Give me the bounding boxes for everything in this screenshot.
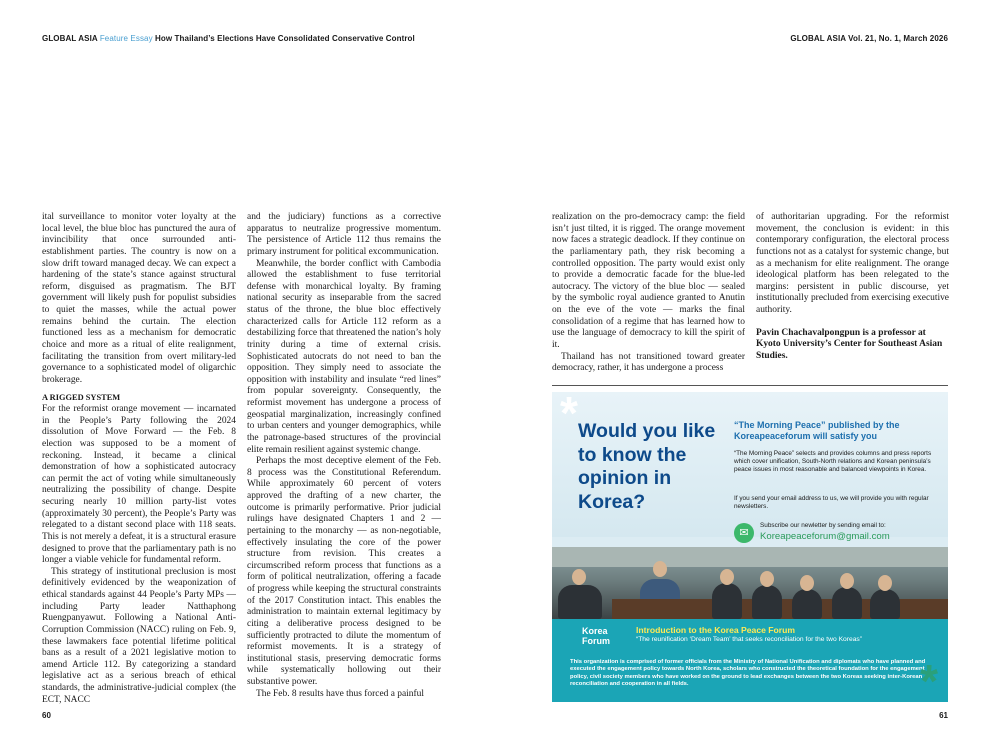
photo-head (720, 569, 734, 585)
text-column-2 (247, 212, 441, 700)
page-number-right: 61 (939, 711, 948, 720)
header-article-title: How Thailand’s Elections Have Consolidated Conservative Control (155, 34, 415, 43)
text-column-3 (552, 212, 745, 375)
text-column-1 (42, 212, 236, 706)
photo-person (792, 589, 822, 619)
paragraph: The Feb. 8 results have thus forced a painful (256, 688, 424, 699)
paragraph: Thailand has not transitioned toward greater democracy, rather, it has undergone a process (552, 351, 745, 374)
forum-intro-panel (552, 619, 948, 702)
photo-head (653, 561, 667, 577)
paragraph: For the reformist orange movement — incarnated in the People’s Party following the 2024 dissolution of Move Forward — the Feb. 8 election was supposed to be a moment of reckoning. Instead, it became a clinical demonstration of how a sophisticated autocracy can permit the act of voting while simultaneously neutralizing the possibility of change. Despite securing nearly 10 million party-list votes (approximately 30 percent), the People’s Party was relegated to a distant second place with 118 seats. This is not merely a defeat, it is a structural erasure designed to prove that the parliamentary path is no longer a viable vehicle for fundamental reform. (42, 404, 236, 566)
asterisk-icon: * (560, 392, 578, 439)
photo-head (760, 571, 774, 587)
photo-person (558, 585, 602, 619)
forum-subtitle: “The reunification ‘Dream Team’ that seeks reconciliation for the two Koreas” (636, 636, 862, 643)
mail-icon: ✉ (734, 523, 754, 543)
ad-top-panel (552, 392, 948, 537)
ad-body-text: “The Morning Peace” selects and provides columns and press reports which cover unification, South-North relations and Korean peninsula’s peace issues in most reasonable and balanced viewpoints in Korea. (734, 450, 932, 473)
forum-photo (552, 547, 948, 619)
advertisement[interactable] (552, 392, 948, 702)
photo-head (840, 573, 854, 589)
paragraph: realization on the pro-democracy camp: the field isn’t just tilted, it is rigged. The orange movement now faces a strategic deadlock. If they continue on the parliamentary path, they risk becoming a controlled opposition. The party would exist only to provide a democratic facade for the blue-led autocracy. The victory of the blue bloc — sealed by the symbolic royal audience granted to Anutin on the eve of the vote — marks the final consolidation of a regime that has learned how to use the language of democracy to kill the spirit of it. (552, 212, 745, 350)
photo-person (712, 583, 742, 619)
subscribe-email-link[interactable]: Koreapeaceforum@gmail.com (760, 531, 890, 542)
photo-head (878, 575, 892, 591)
paragraph: Meanwhile, the border conflict with Cambodia allowed the establishment to fuse territorial defense with monarchical loyalty. By framing national security as inseparable from the sacred status of the throne, the blue bloc effectively characterized calls for Article 112 reform as a destabilizing force that threatened the nation’s holy trinity during a time of external crisis. Sophisticated autocrats do not need to ban the opposition. They simply need to associate the opposition with instability and insulate “red lines” from popular sovereignty. Consequently, the reformist movement has undergone a process of geospatial marginalization, increasingly confined to urban centers and younger demographics, while the patronage-based structures of the provincial elite remain resilient against systemic change. (247, 258, 441, 455)
ad-body-text-2: If you send your email address to us, we will provide you with regular newsletters. (734, 495, 929, 510)
ad-headline: Would you like to know the opinion in Korea? (578, 420, 716, 513)
paragraph: This strategy of institutional preclusion is most definitively evidenced by the weaponization of ethical standards against 44 People’s Party MPs — including Party leader Natthaphong Ruengpanyawut. Following a National Anti-Corruption Commission (NACC) ruling on Feb. 9, these lawmakers face potential lifetime political bans as a result of a 2021 legislative motion to amend Article 112. By categorizing a standard legislative act as a serious breach of ethical standards, the administrative-judicial complex (the ECT, NACC (42, 566, 236, 705)
photo-person (752, 585, 782, 619)
page-number-left: 60 (42, 711, 51, 720)
photo-backdrop (552, 547, 948, 567)
photo-person (832, 587, 862, 619)
paragraph: of authoritarian upgrading. For the reformist movement, the conclusion is evident: in this contemporary configuration, the electoral process functions not as a catalyst for systemic change, but as a mechanism for elite realignment. The orange ideological platform has been relegated to the margins: persistent in public discourse, yet institutionally precluded from exercising executive authority. (756, 212, 949, 315)
text-column-4 (756, 212, 949, 363)
korea-peace-forum-logo: Korea Forum (582, 626, 610, 646)
asterisk-icon: * (920, 655, 938, 702)
photo-head (572, 569, 586, 585)
forum-description: This organization is comprised of former officials from the Ministry of National Unification and diplomats who have planned and executed the engagement policy towards North Korea, scholars who constructed the theoretical foundation for the engagement policy, civil society members who have worked on the ground to lead exchanges between the two Koreas seeking inter-Korean reconciliation and cooperation in all fields. (570, 659, 926, 688)
running-header-right: GLOBAL ASIA Vol. 21, No. 1, March 2026 (790, 34, 948, 43)
ad-subhead: “The Morning Peace” published by the Koreapeaceforum will satisfy you (734, 420, 900, 441)
paragraph: and the judiciary) functions as a corrective apparatus to neutralize progressive momentum. The persistence of Article 112 thus remains the primary instrument for political excommunication. (247, 212, 441, 257)
paragraph: ital surveillance to monitor voter loyalty at the local level, the blue bloc has punctured the aura of invincibility that once surrounded anti-establishment parties. The country is now on a slow drift toward managed decay. We can expect a hardening of the state’s stance against structural reform, disguised as pragmatism. The BJT government will likely push for populist subsidies to quiet the masses, while the actual power remains behind the curtain. The election functioned less as a mechanism for democratic choice and more as a ritual of elite realignment, facilitating the transition from overt military-led governance to a sophisticated model of oligarchic brokerage. (42, 212, 236, 385)
subscribe-row[interactable] (734, 522, 944, 544)
photo-head (800, 575, 814, 591)
divider-rule (552, 385, 948, 386)
subscribe-text: Subscribe our newletter by sending email to: (760, 522, 886, 529)
header-section: Feature Essay (99, 34, 153, 43)
running-header-left (42, 34, 415, 43)
header-brand: GLOBAL ASIA (42, 34, 98, 43)
paragraph: Perhaps the most deceptive element of the Feb. 8 process was the Constitutional Referendum. While approximately 60 percent of voters approved the drafting of a new charter, the outcome is primarily performative. Prior judicial rulings have designated Chapters 1 and 2 — pertaining to the monarchy — as non-negotiable, effectively insulating the core of the power structure from revision. This creates a circumscribed reform process that functions as a form of political neutralization, offering a facade of progress while keeping the structural constraints of the 2017 Constitution intact. This enables the administration to maintain external legitimacy by citing a deliberative process designed to be sufficiently protracted to dilute the momentum of reformist movements. It is a strategy of institutional stasis, preserving democratic forms while systematically hollowing out their substantive power. (247, 456, 441, 687)
photo-person (870, 589, 900, 619)
section-heading: A RIGGED SYSTEM (42, 393, 121, 403)
forum-title: Introduction to the Korea Peace Forum (636, 625, 796, 635)
author-bio: Pavin Chachavalpongpun is a professor at Kyoto University’s Center for Southeast Asian Studies. (756, 327, 943, 361)
